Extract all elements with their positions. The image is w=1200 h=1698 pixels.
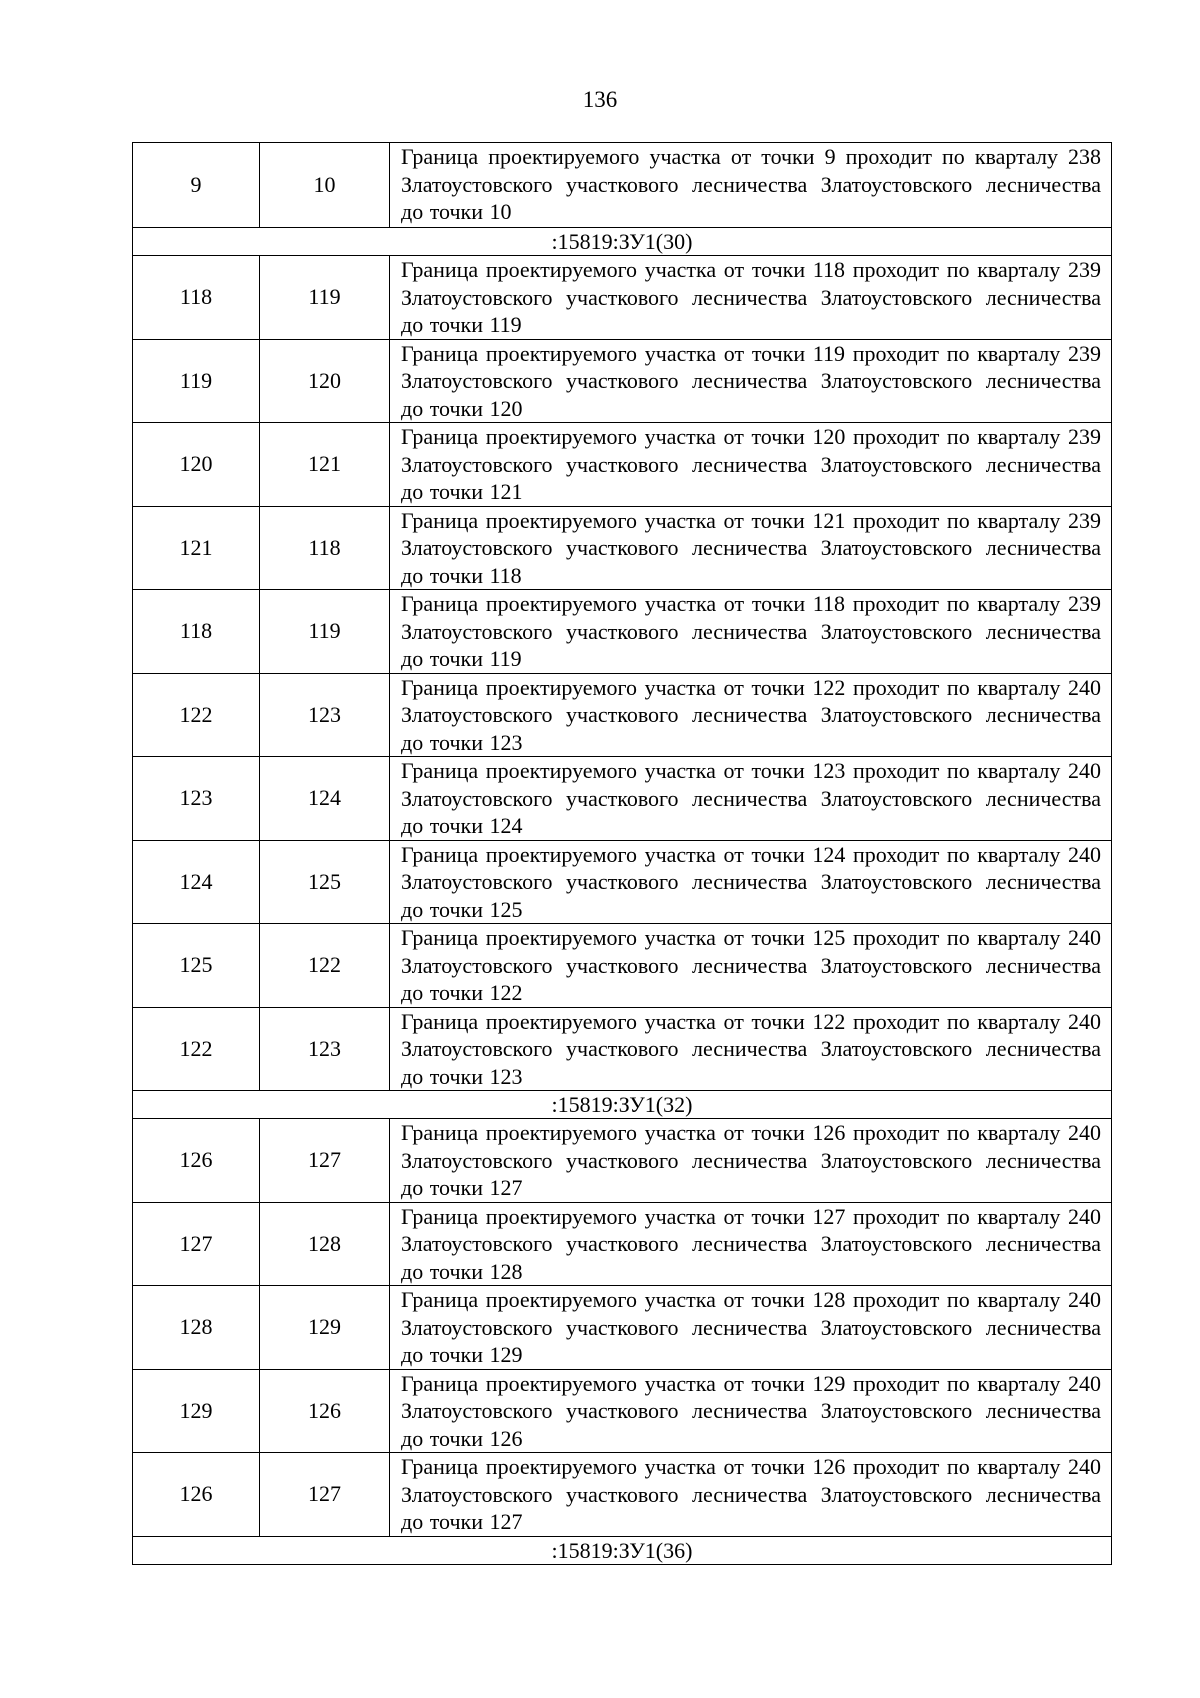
point-to-cell: 126 xyxy=(260,1369,390,1453)
boundary-description-cell: Граница проектируемого участка от точки 128 проходит по кварталу 240 Златоустовского участкового лесничества Златоустовского лесничества до точки 129 xyxy=(390,1286,1112,1370)
point-from-cell: 124 xyxy=(133,840,260,924)
section-title: :15819:ЗУ1(36) xyxy=(133,1536,1112,1564)
point-to-cell: 121 xyxy=(260,423,390,507)
point-to-cell: 10 xyxy=(260,143,390,228)
table-row xyxy=(133,1453,1112,1537)
point-from-cell: 121 xyxy=(133,506,260,590)
boundary-table-body xyxy=(133,143,1112,1565)
table-row xyxy=(133,590,1112,674)
boundary-description-cell: Граница проектируемого участка от точки 119 проходит по кварталу 239 Златоустовского участкового лесничества Златоустовского лесничества до точки 120 xyxy=(390,339,1112,423)
table-row xyxy=(133,423,1112,507)
boundary-description-cell: Граница проектируемого участка от точки 122 проходит по кварталу 240 Златоустовского участкового лесничества Златоустовского лесничества до точки 123 xyxy=(390,1007,1112,1091)
section-header-row xyxy=(133,1536,1112,1564)
table-row xyxy=(133,924,1112,1008)
point-from-cell: 128 xyxy=(133,1286,260,1370)
boundary-description-cell: Граница проектируемого участка от точки 121 проходит по кварталу 239 Златоустовского участкового лесничества Златоустовского лесничества до точки 118 xyxy=(390,506,1112,590)
point-from-cell: 120 xyxy=(133,423,260,507)
boundary-description-cell: Граница проектируемого участка от точки 123 проходит по кварталу 240 Златоустовского участкового лесничества Златоустовского лесничества до точки 124 xyxy=(390,757,1112,841)
boundary-description-cell: Граница проектируемого участка от точки 126 проходит по кварталу 240 Златоустовского участкового лесничества Златоустовского лесничества до точки 127 xyxy=(390,1119,1112,1203)
point-from-cell: 118 xyxy=(133,256,260,340)
point-to-cell: 129 xyxy=(260,1286,390,1370)
boundary-table xyxy=(132,142,1112,1565)
boundary-description-cell: Граница проектируемого участка от точки 120 проходит по кварталу 239 Златоустовского участкового лесничества Златоустовского лесничества до точки 121 xyxy=(390,423,1112,507)
table-row xyxy=(133,506,1112,590)
point-from-cell: 122 xyxy=(133,673,260,757)
point-to-cell: 125 xyxy=(260,840,390,924)
point-from-cell: 126 xyxy=(133,1453,260,1537)
point-from-cell: 127 xyxy=(133,1202,260,1286)
boundary-description-cell: Граница проектируемого участка от точки 124 проходит по кварталу 240 Златоустовского участкового лесничества Златоустовского лесничества до точки 125 xyxy=(390,840,1112,924)
point-to-cell: 127 xyxy=(260,1119,390,1203)
boundary-description-cell: Граница проектируемого участка от точки 118 проходит по кварталу 239 Златоустовского участкового лесничества Златоустовского лесничества до точки 119 xyxy=(390,256,1112,340)
point-to-cell: 120 xyxy=(260,339,390,423)
point-to-cell: 118 xyxy=(260,506,390,590)
point-to-cell: 122 xyxy=(260,924,390,1008)
boundary-description-cell: Граница проектируемого участка от точки 9 проходит по кварталу 238 Златоустовского участкового лесничества Златоустовского лесничества до точки 10 xyxy=(390,143,1112,228)
point-from-cell: 125 xyxy=(133,924,260,1008)
table-row xyxy=(133,757,1112,841)
point-from-cell: 129 xyxy=(133,1369,260,1453)
table-row xyxy=(133,1007,1112,1091)
point-from-cell: 119 xyxy=(133,339,260,423)
point-from-cell: 122 xyxy=(133,1007,260,1091)
point-to-cell: 119 xyxy=(260,256,390,340)
point-from-cell: 9 xyxy=(133,143,260,228)
table-row xyxy=(133,143,1112,228)
section-title: :15819:ЗУ1(30) xyxy=(133,228,1112,256)
table-row xyxy=(133,840,1112,924)
boundary-description-cell: Граница проектируемого участка от точки 122 проходит по кварталу 240 Златоустовского участкового лесничества Златоустовского лесничества до точки 123 xyxy=(390,673,1112,757)
page-number: 136 xyxy=(582,87,618,112)
point-from-cell: 118 xyxy=(133,590,260,674)
point-to-cell: 124 xyxy=(260,757,390,841)
table-row xyxy=(133,1119,1112,1203)
table-row xyxy=(133,256,1112,340)
boundary-description-cell: Граница проектируемого участка от точки 126 проходит по кварталу 240 Златоустовского участкового лесничества Златоустовского лесничества до точки 127 xyxy=(390,1453,1112,1537)
point-to-cell: 127 xyxy=(260,1453,390,1537)
boundary-description-cell: Граница проектируемого участка от точки 127 проходит по кварталу 240 Златоустовского участкового лесничества Златоустовского лесничества до точки 128 xyxy=(390,1202,1112,1286)
point-to-cell: 123 xyxy=(260,1007,390,1091)
boundary-description-cell: Граница проектируемого участка от точки 129 проходит по кварталу 240 Златоустовского участкового лесничества Златоустовского лесничества до точки 126 xyxy=(390,1369,1112,1453)
boundary-description-cell: Граница проектируемого участка от точки 125 проходит по кварталу 240 Златоустовского участкового лесничества Златоустовского лесничества до точки 122 xyxy=(390,924,1112,1008)
boundary-description-cell: Граница проектируемого участка от точки 118 проходит по кварталу 239 Златоустовского участкового лесничества Златоустовского лесничества до точки 119 xyxy=(390,590,1112,674)
point-to-cell: 119 xyxy=(260,590,390,674)
section-title: :15819:ЗУ1(32) xyxy=(133,1091,1112,1119)
section-header-row xyxy=(133,1091,1112,1119)
table-row xyxy=(133,673,1112,757)
point-from-cell: 126 xyxy=(133,1119,260,1203)
point-from-cell: 123 xyxy=(133,757,260,841)
section-header-row xyxy=(133,228,1112,256)
table-row xyxy=(133,339,1112,423)
table-row xyxy=(133,1286,1112,1370)
point-to-cell: 128 xyxy=(260,1202,390,1286)
point-to-cell: 123 xyxy=(260,673,390,757)
table-row xyxy=(133,1369,1112,1453)
table-row xyxy=(133,1202,1112,1286)
